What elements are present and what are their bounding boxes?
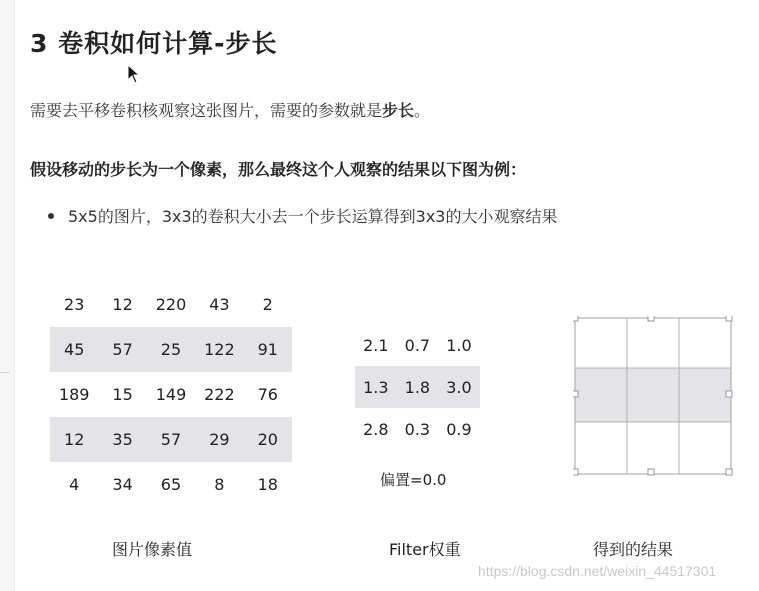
image-cell: 91 [257, 340, 278, 359]
filter-cell: 1.0 [446, 335, 472, 355]
image-cell: 25 [160, 340, 182, 359]
image-cell: 34 [112, 475, 133, 494]
image-row [50, 462, 292, 507]
image-cell: 45 [64, 340, 85, 359]
mouse-cursor-icon [127, 64, 141, 84]
assumption-paragraph: 假设移动的步长为一个像素，那么最终这个人观察的结果以下图为例： [30, 160, 527, 179]
selection-handle[interactable] [726, 316, 732, 321]
filter-cell: 0.3 [404, 419, 431, 439]
selection-handle[interactable] [648, 316, 654, 321]
image-cell: 8 [214, 475, 225, 494]
image-cell: 57 [160, 430, 182, 449]
selection-handle[interactable] [573, 316, 578, 321]
result-grid-diagram [573, 316, 735, 478]
filter-cell: 1.8 [404, 377, 431, 397]
filter-row [355, 408, 480, 450]
image-cell: 76 [257, 385, 278, 404]
image-cell: 12 [112, 295, 133, 314]
image-cell: 35 [112, 430, 133, 449]
selection-handle[interactable] [573, 391, 578, 397]
image-cell: 220 [155, 295, 187, 314]
image-cell: 12 [64, 430, 85, 449]
image-cell: 29 [209, 430, 230, 449]
filter-cell: 2.8 [363, 419, 389, 439]
image-cell: 18 [257, 475, 278, 494]
result-caption: 得到的结果 [593, 540, 674, 559]
image-cell: 43 [209, 295, 230, 314]
image-cell: 149 [155, 385, 187, 404]
bias-label: 偏置=0.0 [380, 471, 447, 489]
left-margin-tick [0, 372, 10, 373]
filter-caption: Filter权重 [389, 540, 461, 559]
bullet-item [48, 204, 558, 227]
image-pixel-grid [50, 282, 292, 507]
filter-cell: 2.1 [363, 335, 389, 355]
intro-paragraph: 需要去平移卷积核观察这张图片，需要的参数就是步长。 [30, 101, 431, 120]
stride-term: 步长 [382, 101, 415, 120]
image-cell: 122 [204, 340, 235, 359]
bullet-text: 5x5的图片，3x3的卷积大小去一个步长运算得到3x3的大小观察结果 [68, 207, 558, 226]
filter-cell: 0.7 [404, 335, 431, 355]
selection-handle[interactable] [573, 469, 578, 475]
image-cell: 57 [112, 340, 133, 359]
selection-handle[interactable] [726, 391, 732, 397]
image-cell: 15 [112, 385, 133, 404]
image-cell: 4 [69, 475, 80, 494]
filter-cell: 3.0 [446, 377, 472, 397]
left-margin-bar [0, 0, 15, 591]
image-cell: 65 [160, 475, 182, 494]
watermark: https://blog.csdn.net/weixin_44517301 [478, 563, 717, 579]
image-row [50, 282, 292, 327]
filter-cell: 1.3 [363, 377, 389, 397]
filter-cell: 0.9 [446, 419, 472, 439]
image-cell: 189 [58, 385, 90, 404]
bullet-dot-icon [48, 213, 54, 219]
image-cell: 222 [204, 385, 235, 404]
selection-handle[interactable] [648, 469, 654, 475]
image-cell: 20 [257, 430, 278, 449]
image-cell: 2 [262, 295, 273, 314]
image-row [50, 327, 292, 372]
image-caption: 图片像素值 [112, 540, 193, 559]
filter-row [355, 366, 480, 408]
result-shaded-row [575, 368, 731, 422]
section-heading: 3 卷积如何计算-步长 [30, 29, 278, 58]
image-cell: 23 [64, 295, 85, 314]
selection-handle[interactable] [726, 469, 732, 475]
image-row [50, 417, 292, 462]
image-row [50, 372, 292, 417]
filter-weight-grid [355, 324, 480, 450]
filter-row [355, 324, 480, 366]
